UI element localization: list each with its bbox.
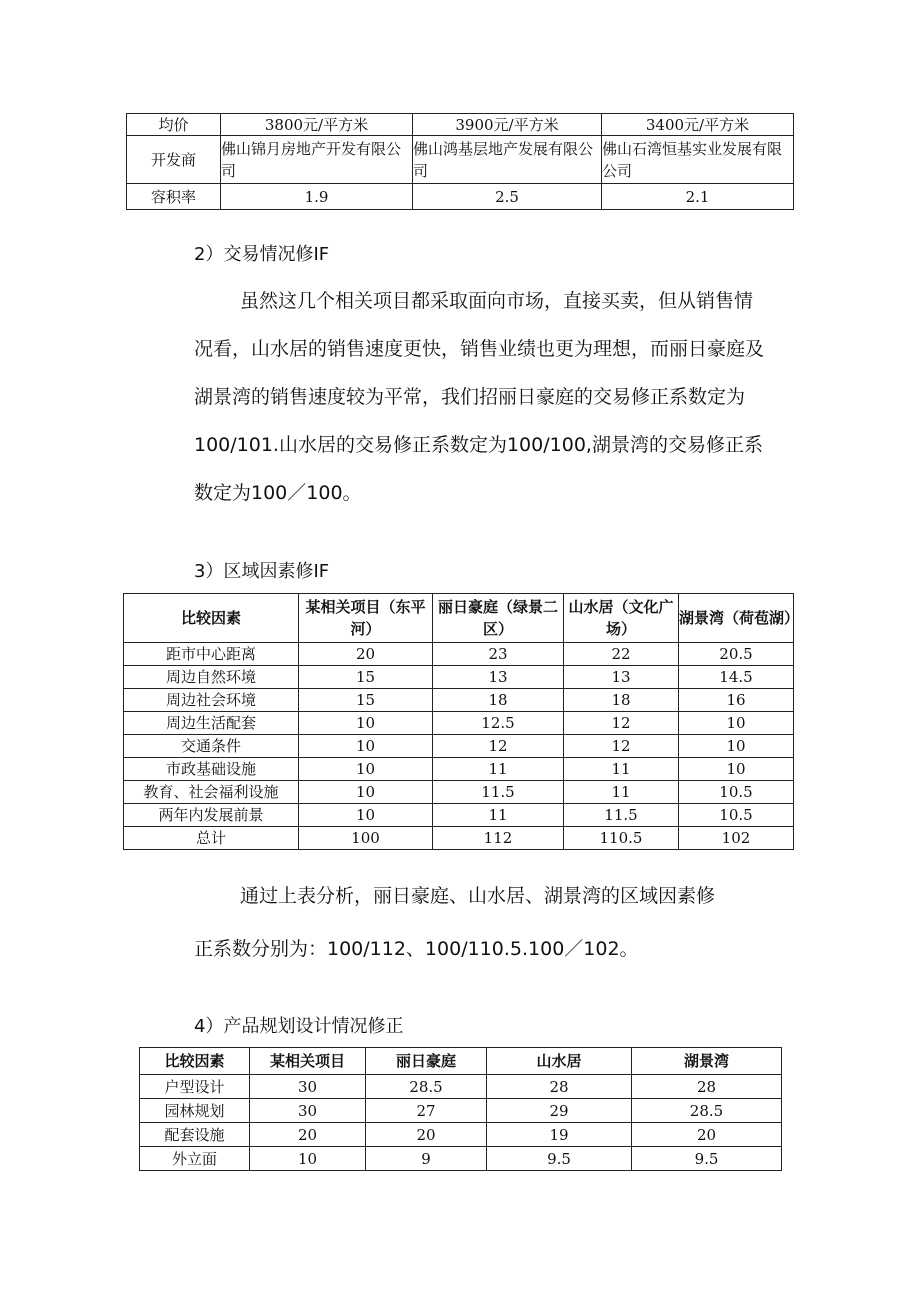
paragraph-line: 通过上表分析，丽日豪庭、山水居、湖景湾的区域因素修 xyxy=(240,885,716,907)
table-cell: 10.5 xyxy=(679,781,794,804)
row-label: 总计 xyxy=(124,827,299,850)
section-heading-planning: 4）产品规划设计情况修正 xyxy=(194,1016,404,1037)
section-heading-region: 3）区域因素修IF xyxy=(194,561,330,582)
table-cell: 9 xyxy=(366,1147,487,1171)
table-cell: 10 xyxy=(299,735,433,758)
table-cell: 1.9 xyxy=(221,184,413,210)
table-cell: 11 xyxy=(564,758,679,781)
row-label: 园林规划 xyxy=(140,1099,250,1123)
table-cell: 2.1 xyxy=(602,184,794,210)
row-label: 交通条件 xyxy=(124,735,299,758)
table-row xyxy=(140,1123,782,1147)
table-cell: 110.5 xyxy=(564,827,679,850)
table-cell: 20 xyxy=(250,1123,366,1147)
row-label: 容积率 xyxy=(127,184,221,210)
table-row xyxy=(127,184,794,210)
table-header-row xyxy=(140,1048,782,1075)
table-row xyxy=(124,827,794,850)
table-row xyxy=(127,114,794,136)
column-header: 比较因素 xyxy=(140,1048,250,1075)
section-heading-trade: 2）交易情况修IF xyxy=(194,244,330,265)
table-row xyxy=(127,136,794,184)
column-header: 湖景湾（荷苞湖） xyxy=(679,594,794,643)
table-cell: 10 xyxy=(679,712,794,735)
paragraph-line: 湖景湾的销售速度较为平常，我们招丽日豪庭的交易修正系数定为 xyxy=(194,386,746,408)
column-header: 山水居（文化广场） xyxy=(564,594,679,643)
column-header: 比较因素 xyxy=(124,594,299,643)
row-label: 周边社会环境 xyxy=(124,689,299,712)
table-cell: 3400元/平方米 xyxy=(602,114,794,136)
table-cell: 20 xyxy=(632,1123,782,1147)
table-cell: 9.5 xyxy=(632,1147,782,1171)
table-cell: 13 xyxy=(564,666,679,689)
row-label: 市政基础设施 xyxy=(124,758,299,781)
table-cell: 30 xyxy=(250,1075,366,1099)
row-label: 外立面 xyxy=(140,1147,250,1171)
table-cell: 佛山鸿基层地产发展有限公司 xyxy=(413,136,602,184)
table-cell: 3900元/平方米 xyxy=(413,114,602,136)
table-row xyxy=(140,1099,782,1123)
table-cell: 28.5 xyxy=(366,1075,487,1099)
table-row xyxy=(124,804,794,827)
table-cell: 30 xyxy=(250,1099,366,1123)
table-cell: 20 xyxy=(366,1123,487,1147)
table-cell: 27 xyxy=(366,1099,487,1123)
paragraph-line: 虽然这几个相关项目都采取面向市场，直接买卖，但从销售情 xyxy=(240,290,754,312)
table-row xyxy=(124,758,794,781)
table-cell: 10 xyxy=(299,712,433,735)
table-cell: 10 xyxy=(299,758,433,781)
table-cell: 20 xyxy=(299,643,433,666)
column-header: 某相关项目（东平河） xyxy=(299,594,433,643)
table-cell: 10 xyxy=(299,781,433,804)
table-cell: 佛山石湾恒基实业发展有限公司 xyxy=(602,136,794,184)
table-cell: 10.5 xyxy=(679,804,794,827)
paragraph-line: 况看，山水居的销售速度更快，销售业绩也更为理想，而丽日豪庭及 xyxy=(194,338,765,360)
table-cell: 9.5 xyxy=(487,1147,632,1171)
table-cell: 11.5 xyxy=(433,781,564,804)
row-label: 距市中心距离 xyxy=(124,643,299,666)
table-cell: 12 xyxy=(433,735,564,758)
planning-design-table xyxy=(139,1047,782,1171)
row-label: 户型设计 xyxy=(140,1075,250,1099)
table-cell: 12 xyxy=(564,712,679,735)
table-row xyxy=(124,666,794,689)
table-cell: 100 xyxy=(299,827,433,850)
table-cell: 18 xyxy=(433,689,564,712)
table-cell: 12 xyxy=(564,735,679,758)
table-cell: 112 xyxy=(433,827,564,850)
table-cell: 10 xyxy=(299,804,433,827)
paragraph-line: 100/101.山水居的交易修正系数定为100/100,湖景湾的交易修正系 xyxy=(194,434,763,456)
row-label: 周边生活配套 xyxy=(124,712,299,735)
table-cell: 28.5 xyxy=(632,1099,782,1123)
table-row xyxy=(140,1075,782,1099)
table-cell: 16 xyxy=(679,689,794,712)
table-cell: 15 xyxy=(299,689,433,712)
table-row xyxy=(124,712,794,735)
table-cell: 13 xyxy=(433,666,564,689)
table-header-row xyxy=(124,594,794,643)
table-cell: 3800元/平方米 xyxy=(221,114,413,136)
table-cell: 11 xyxy=(433,758,564,781)
table-cell: 10 xyxy=(679,735,794,758)
table-row xyxy=(140,1147,782,1171)
table-cell: 23 xyxy=(433,643,564,666)
table-cell: 2.5 xyxy=(413,184,602,210)
table-cell: 14.5 xyxy=(679,666,794,689)
row-label: 周边自然环境 xyxy=(124,666,299,689)
table-row xyxy=(124,735,794,758)
table-row xyxy=(124,781,794,804)
table-cell: 12.5 xyxy=(433,712,564,735)
paragraph-line: 数定为100／100。 xyxy=(194,482,362,504)
table-cell: 15 xyxy=(299,666,433,689)
column-header: 丽日豪庭（绿景二区） xyxy=(433,594,564,643)
table-cell: 22 xyxy=(564,643,679,666)
developer-info-table xyxy=(126,113,794,210)
table-cell: 19 xyxy=(487,1123,632,1147)
table-row xyxy=(124,689,794,712)
table-cell: 11.5 xyxy=(564,804,679,827)
column-header: 山水居 xyxy=(487,1048,632,1075)
row-label: 配套设施 xyxy=(140,1123,250,1147)
row-label: 教育、社会福利设施 xyxy=(124,781,299,804)
row-label: 两年内发展前景 xyxy=(124,804,299,827)
table-cell: 10 xyxy=(679,758,794,781)
column-header: 湖景湾 xyxy=(632,1048,782,1075)
table-cell: 28 xyxy=(487,1075,632,1099)
region-factors-table xyxy=(123,593,800,850)
paragraph-line: 正系数分别为：100/112、100/110.5.100／102。 xyxy=(194,938,639,960)
table-cell: 10 xyxy=(250,1147,366,1171)
column-header: 某相关项目 xyxy=(250,1048,366,1075)
table-cell: 102 xyxy=(679,827,794,850)
table-cell: 11 xyxy=(564,781,679,804)
table-cell: 佛山锦月房地产开发有限公司 xyxy=(221,136,413,184)
table-cell: 11 xyxy=(433,804,564,827)
table-cell: 29 xyxy=(487,1099,632,1123)
table-cell: 18 xyxy=(564,689,679,712)
table-row xyxy=(124,643,794,666)
table-cell: 28 xyxy=(632,1075,782,1099)
column-header: 丽日豪庭 xyxy=(366,1048,487,1075)
row-label: 均价 xyxy=(127,114,221,136)
row-label: 开发商 xyxy=(127,136,221,184)
table-cell: 20.5 xyxy=(679,643,794,666)
